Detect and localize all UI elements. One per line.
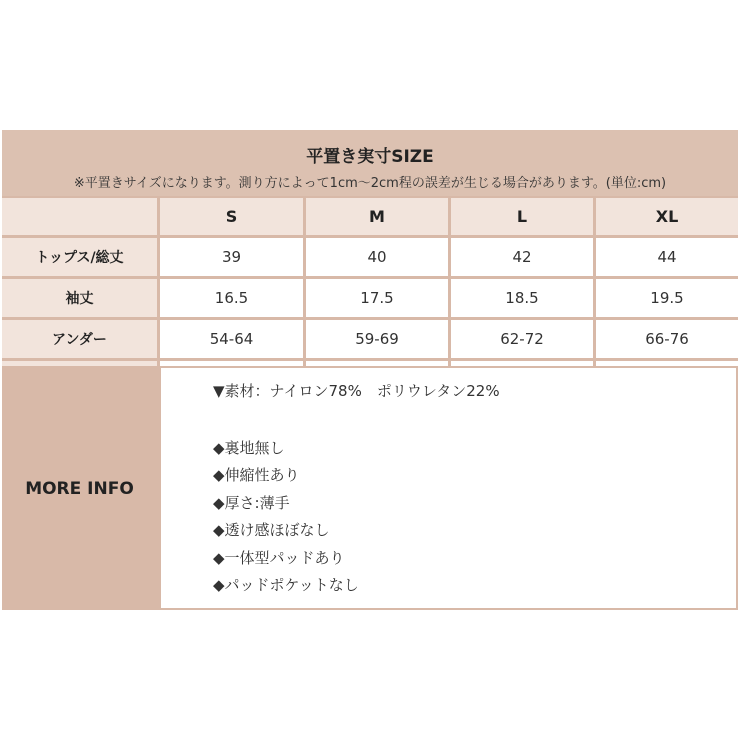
size-chart — [2, 130, 738, 610]
more-info-body — [161, 368, 736, 608]
info-item: ◆裏地無し — [213, 438, 285, 457]
table-cell: 17.5 — [306, 279, 448, 317]
table-cell: 39 — [160, 238, 303, 276]
info-item: ◆一体型パッドあり — [213, 548, 345, 567]
row-label-sleeve-length: 袖丈 — [2, 279, 157, 317]
size-header-m: M — [306, 198, 448, 235]
table-cell: 16.5 — [160, 279, 303, 317]
size-header-xl: XL — [596, 198, 738, 235]
material-line: ▼素材：ナイロン78% ポリウレタン22% — [213, 382, 500, 400]
more-info-label: MORE INFO — [2, 368, 157, 610]
table-cell: 62-72 — [451, 320, 593, 358]
table-cell: 66-76 — [596, 320, 738, 358]
measurement-note: ※平置きサイズになります。測り方によって1cm～2cm程の誤差が生じる場合があります。(単位:cm) — [73, 176, 667, 191]
spacer-cell — [596, 361, 738, 366]
spacer-cell — [2, 361, 157, 366]
table-cell: 18.5 — [451, 279, 593, 317]
table-cell: 40 — [306, 238, 448, 276]
corner-cell — [2, 198, 157, 235]
spacer-cell — [451, 361, 593, 366]
info-item: ◆厚さ:薄手 — [213, 493, 290, 512]
chart-header — [2, 130, 738, 196]
info-item: ◆透け感ほぼなし — [213, 521, 330, 539]
table-cell: 59-69 — [306, 320, 448, 358]
table-cell: 19.5 — [596, 279, 738, 317]
row-label-total-length: トップス/総丈 — [2, 238, 157, 276]
size-header-l: L — [451, 198, 593, 235]
info-item: ◆パッドポケットなし — [213, 576, 359, 594]
row-label-under: アンダー — [2, 320, 157, 358]
chart-title: 平置き実寸SIZE — [306, 147, 434, 167]
table-cell: 42 — [451, 238, 593, 276]
spacer-cell — [306, 361, 448, 366]
spacer-cell — [160, 361, 303, 366]
table-cell: 54-64 — [160, 320, 303, 358]
info-item: ◆伸縮性あり — [213, 466, 300, 484]
table-cell: 44 — [596, 238, 738, 276]
size-header-s: S — [160, 198, 303, 235]
